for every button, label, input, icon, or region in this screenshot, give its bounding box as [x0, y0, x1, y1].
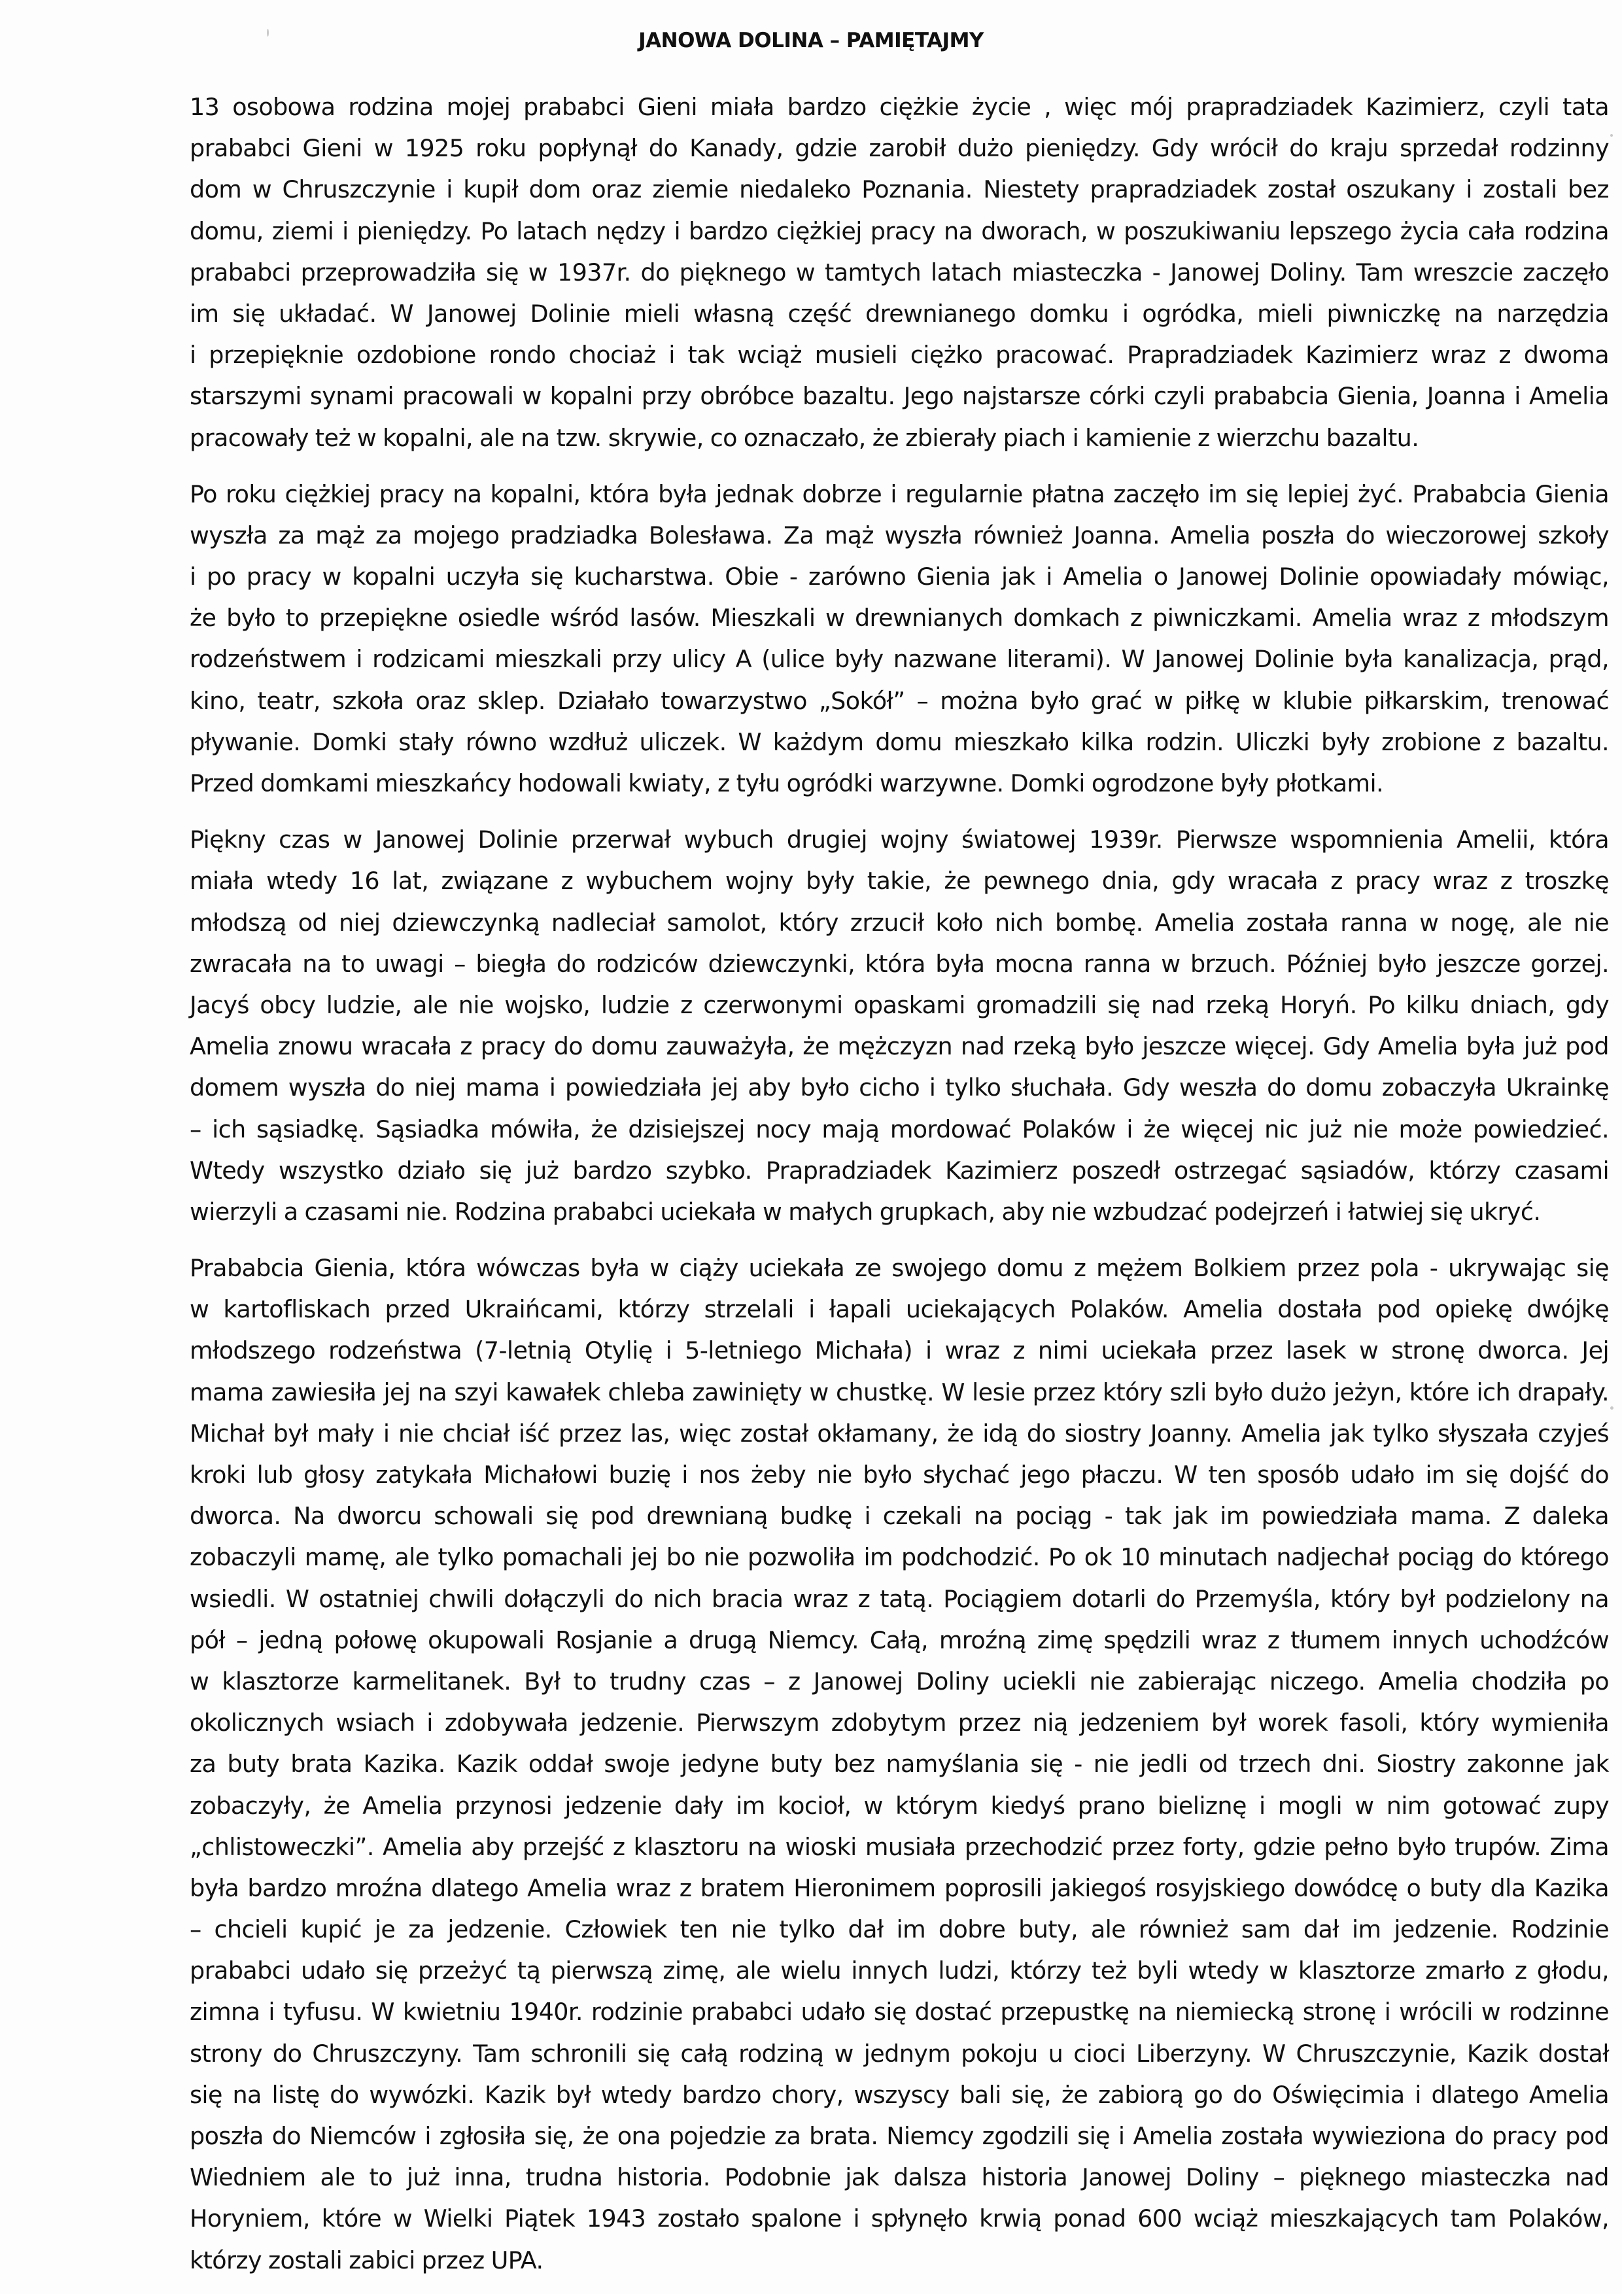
text-line: zobaczyli mamę, ale tylko pomachali jej bo nie pozwoliła im podchodzić. Po ok 10 minutach nadjechał pociąg do którego	[190, 1543, 1609, 1572]
text-line: Piękny czas w Janowej Dolinie przerwał wybuch drugiej wojny światowej 1939r. Pierwsze wspomnienia Amelii, która	[190, 826, 1609, 854]
text-line: Michał był mały i nie chciał iść przez las, więc został okłamany, że idą do siostry Joanny. Amelia jak tylko słyszała czyjeś	[190, 1419, 1609, 1448]
text-line: domem wyszła do niej mama i powiedziała jej aby było cicho i tylko słuchała. Gdy weszła do domu zobaczyła Ukrainkę	[190, 1073, 1609, 1102]
text-line: Amelia znowu wracała z pracy do domu zauważyła, że mężczyzn nad rzeką było jeszcze więcej. Gdy Amelia była już pod	[190, 1032, 1609, 1061]
paragraph	[190, 1247, 1609, 2281]
text-line: poszła do Niemców i zgłosiła się, że ona pojedzie za brata. Niemcy zgodzili się i Amelia została wywieziona do pracy pod	[190, 2122, 1609, 2150]
text-line: strony do Chruszczyny. Tam schronili się całą rodziną w jednym pokoju u cioci Liberzyny. W Chruszczynie, Kazik dostał	[190, 2039, 1609, 2068]
text-line: miała wtedy 16 lat, związane z wybuchem wojny były takie, że pewnego dnia, gdy wracała z pracy wraz z troszkę	[190, 867, 1609, 896]
text-line: pracowały też w kopalni, ale na tzw. skrywie, co oznaczało, że zbierały piach i kamienie z wierzchu bazaltu.	[190, 423, 1419, 452]
text-line: – chcieli kupić je za jedzenie. Człowiek ten nie tylko dał im dobre buty, ale również sam dał im jedzenie. Rodzinie	[190, 1915, 1609, 1944]
text-line: rodzeństwem i rodzicami mieszkali przy ulicy A (ulice były nazwane literami). W Janowej Dolinie była kanalizacja, prąd,	[190, 645, 1609, 674]
text-line: że było to przepiękne osiedle wśród lasów. Mieszkali w drewnianych domkach z piwniczkami. Amelia wraz z młodszym	[190, 604, 1609, 633]
text-line: młodszą od niej dziewczynką nadleciał samolot, który zrzucił koło nich bombę. Amelia została ranna w nogę, ale nie	[190, 908, 1609, 937]
text-line: i przepięknie ozdobione rondo chociaż i tak wciąż musieli ciężko pracować. Prapradziadek Kazimierz wraz z dwoma	[190, 341, 1609, 370]
text-line: Po roku ciężkiej pracy na kopalni, która była jednak dobrze i regularnie płatna zaczęło im się lepiej żyć. Prababcia Gienia	[190, 479, 1609, 508]
text-line: za buty brata Kazika. Kazik oddał swoje jedyne buty bez namyślania się - nie jedli od trzech dni. Siostry zakonne jak	[190, 1750, 1609, 1779]
text-line: wsiedli. W ostatniej chwili dołączyli do nich bracia wraz z tatą. Pociągiem dotarli do Przemyśla, który był podzielony na	[190, 1584, 1609, 1613]
scan-speck	[1610, 134, 1613, 137]
text-line: – ich sąsiadkę. Sąsiadka mówiła, że dzisiejszej nocy mają mordować Polaków i że więcej nic już nie może powiedzieć.	[190, 1115, 1609, 1143]
text-line: zimna i tyfusu. W kwietniu 1940r. rodzinie prababci udało się dostać przepustkę na niemiecką stronę i wrócili w rodzinne	[190, 1998, 1609, 2026]
text-line: „chlistoweczki”. Amelia aby przejść z klasztoru na wioski musiała przechodzić przez forty, gdzie pełno było trupów. Zima	[190, 1832, 1609, 1861]
text-line: w kartofliskach przed Ukraińcami, którzy strzelali i łapali uciekających Polaków. Amelia dostała pod opiekę dwójkę	[190, 1295, 1609, 1324]
text-line: i po pracy w kopalni uczyła się kucharstwa. Obie - zarówno Gienia jak i Amelia o Janowej Dolinie opowiadały mówiąc,	[190, 563, 1609, 591]
text-line: wyszła za mąż za mojego pradziadka Bolesława. Za mąż wyszła również Joanna. Amelia poszła do wieczorowej szkoły	[190, 521, 1609, 549]
text-line: okolicznych wsiach i zdobywała jedzenie. Pierwszym zdobytym przez nią jedzeniem był worek fasoli, który wymieniła	[190, 1709, 1609, 1737]
text-line: Horyniem, które w Wielki Piątek 1943 zostało spalone i spłynęło krwią ponad 600 wciąż mieszkających tam Polaków,	[190, 2204, 1609, 2233]
paragraph	[190, 474, 1609, 805]
document-body	[190, 86, 1609, 2296]
text-line: się na listę do wywózki. Kazik był wtedy bardzo chory, wszyscy bali się, że zabiorą go do Oświęcimia i dlatego Amelia	[190, 2080, 1609, 2109]
text-line: była bardzo mroźna dlatego Amelia wraz z bratem Hieronimem poprosili jakiegoś rosyjskiego dowódcę o buty dla Kazika	[190, 1873, 1609, 1902]
text-line: mama zawiesiła jej na szyi kawałek chleba zawinięty w chustkę. W lesie przez który szli było dużo jeżyn, które ich drapały.	[190, 1378, 1609, 1406]
paragraph	[190, 86, 1609, 459]
paragraph	[190, 819, 1609, 1232]
text-line: prababci przeprowadziła się w 1937r. do pięknego w tamtych latach miasteczka - Janowej Doliny. Tam wreszcie zaczęło	[190, 258, 1609, 287]
text-line: kino, teatr, szkoła oraz sklep. Działało towarzystwo „Sokół” – można było grać w piłkę w klubie piłkarskim, trenować	[190, 686, 1609, 715]
text-line: pół – jedną połowę okupowali Rosjanie a drugą Niemcy. Całą, mroźną zimę spędzili wraz z tłumem innych uchodźców	[190, 1626, 1609, 1654]
text-line: prababci Gieni w 1925 roku popłynął do Kanady, gdzie zarobił dużo pieniędzy. Gdy wrócił do kraju sprzedał rodzinny	[190, 134, 1609, 163]
text-line: Jacyś obcy ludzie, ale nie wojsko, ludzie z czerwonymi opaskami gromadzili się nad rzeką Horyń. Po kilku dniach, gdy	[190, 990, 1609, 1019]
text-line: wierzyli a czasami nie. Rodzina prababci uciekała w małych grupkach, aby nie wzbudzać podejrzeń i łatwiej się ukryć.	[190, 1197, 1541, 1226]
text-line: Przed domkami mieszkańcy hodowali kwiaty, z tyłu ogródki warzywne. Domki ogrodzone były płotkami.	[190, 769, 1384, 797]
scan-speck	[1610, 1406, 1613, 1410]
text-line: Wtedy wszystko działo się już bardzo szybko. Prapradziadek Kazimierz poszedł ostrzegać sąsiadów, którzy czasami	[190, 1156, 1609, 1185]
text-line: dworca. Na dworcu schowali się pod drewnianą budkę i czekali na pociąg - tak jak im powiedziała mama. Z daleka	[190, 1502, 1609, 1531]
text-line: którzy zostali zabici przez UPA.	[190, 2246, 544, 2274]
text-line: Prababcia Gienia, która wówczas była w ciąży uciekała ze swojego domu z mężem Bolkiem przez pola - ukrywając się	[190, 1254, 1609, 1283]
text-line: domu, ziemi i pieniędzy. Po latach nędzy i bardzo ciężkiej pracy na dworach, w poszukiwaniu lepszego życia cała rodzina	[190, 217, 1609, 245]
text-line: 13 osobowa rodzina mojej prababci Gieni miała bardzo ciężkie życie , więc mój prapradziadek Kazimierz, czyli tata	[190, 93, 1609, 121]
text-line: pływanie. Domki stały równo wzdłuż uliczek. W każdym domu mieszkało kilka rodzin. Uliczki były zrobione z bazaltu.	[190, 727, 1609, 756]
text-line: młodszego rodzeństwa (7-letnią Otylię i 5-letniego Michała) i wraz z nimi uciekała przez lasek w stronę dworca. Jej	[190, 1336, 1609, 1365]
text-line: dom w Chruszczynie i kupił dom oraz ziemie niedaleko Poznania. Niestety prapradziadek został oszukany i zostali bez	[190, 175, 1609, 204]
text-line: zobaczyły, że Amelia przynosi jedzenie dały im kocioł, w którym kiedyś prano bieliznę i mogli w nim gotować zupy	[190, 1791, 1609, 1820]
document-title: JANOWA DOLINA – PAMIĘTAJMY	[638, 29, 984, 52]
text-line: zwracała na to uwagi – biegła do rodziców dziewczynki, która była mocna ranna w brzuch. Później było jeszcze gorzej.	[190, 949, 1609, 978]
scan-speck	[267, 29, 269, 37]
text-line: Wiedniem ale to już inna, trudna historia. Podobnie jak dalsza historia Janowej Doliny – pięknego miasteczka nad	[190, 2163, 1609, 2192]
text-line: prababci udało się przeżyć tą pierwszą zimę, ale wielu innych ludzi, którzy też byli wtedy w klasztorze zmarło z głodu,	[190, 1957, 1609, 1985]
text-line: w klasztorze karmelitanek. Był to trudny czas – z Janowej Doliny uciekli nie zabierając niczego. Amelia chodziła po	[190, 1667, 1609, 1696]
text-line: kroki lub głosy zatykała Michałowi buzię i nos żeby nie było słychać jego płaczu. W ten sposób udało im się dojść do	[190, 1461, 1609, 1489]
text-line: starszymi synami pracowali w kopalni przy obróbce bazaltu. Jego najstarsze córki czyli prababcia Gienia, Joanna i Amelia	[190, 382, 1609, 411]
text-line: im się układać. W Janowej Dolinie mieli własną część drewnianego domku i ogródka, mieli piwniczkę na narzędzia	[190, 299, 1609, 328]
